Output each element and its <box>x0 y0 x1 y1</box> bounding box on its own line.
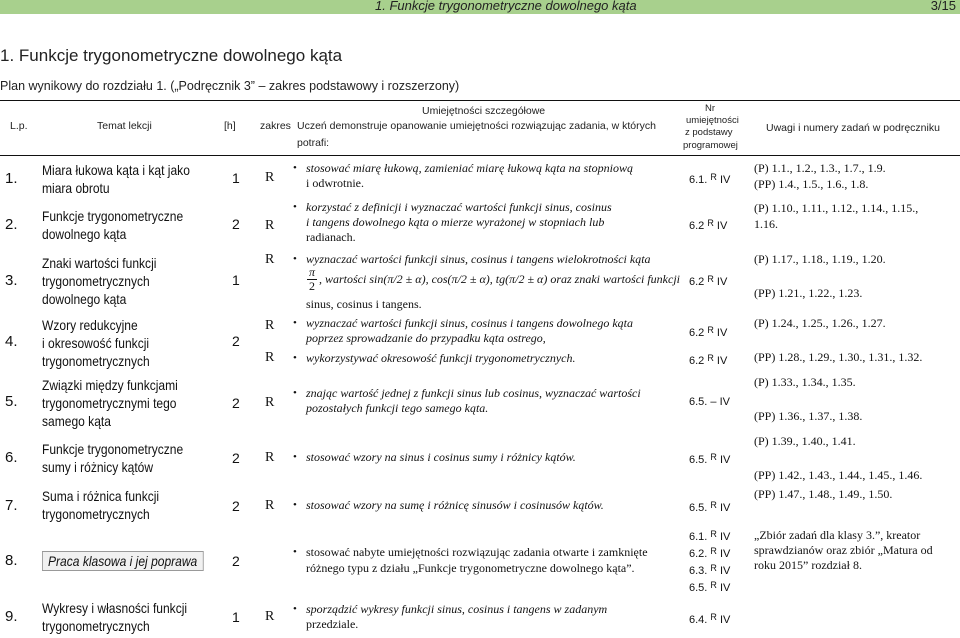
notes-line: (P) 1.33., 1.34., 1.35. <box>754 375 856 389</box>
header-req-sub1: Uczeń demonstruje opanowanie umiejętności rozwiązując zadania, w których <box>297 120 656 132</box>
row-scope: R <box>265 318 275 333</box>
notes-line: roku 2015” rozdział 8. <box>754 558 862 572</box>
row-hours: 2 <box>232 395 240 411</box>
skill-number: 6.5. $^R$ IV <box>689 580 731 594</box>
row-scope: R <box>265 450 275 465</box>
header-topic: Temat lekcji <box>97 120 152 132</box>
skill-number: 6.5. – IV <box>689 396 731 408</box>
row-topic-line: trygonometrycznych <box>42 618 150 634</box>
row-topic-line: samego kąta <box>42 413 111 429</box>
row-scope: R <box>265 498 275 513</box>
header-nr-4: programowej <box>683 140 738 151</box>
notes-line: (PP) 1.4., 1.5., 1.6., 1.8. <box>754 177 869 191</box>
row-scope: R <box>265 395 275 410</box>
row-hours: 1 <box>232 272 240 288</box>
row-number: 6. <box>5 449 18 466</box>
row-number: 7. <box>5 497 18 514</box>
row-hours: 2 <box>232 553 240 569</box>
row-topic-line: Funkcje trygonometryczne <box>42 441 184 457</box>
row-number: 1. <box>5 170 18 187</box>
row-scope: R <box>265 350 275 365</box>
skill-number: 6.1. $^R$ IV <box>689 172 731 186</box>
notes-line: (P) 1.1., 1.2., 1.3., 1.7., 1.9. <box>754 161 886 175</box>
skill-number: 6.5. $^R$ IV <box>689 500 731 514</box>
page-number: 3/15 <box>930 0 956 13</box>
row-number: 3. <box>5 272 18 289</box>
notes-line: (P) 1.24., 1.25., 1.26., 1.27. <box>754 316 886 330</box>
skill-number: 6.2. $^R$ IV <box>689 546 731 560</box>
header-nr-1: Nr <box>705 103 716 114</box>
row-hours: 1 <box>232 170 240 186</box>
row-topic-line: Funkcje trygonometryczne <box>42 208 184 224</box>
row-topic-line: sumy i różnicy kątów <box>42 459 154 475</box>
header-nr-2: umiejętności <box>686 115 739 126</box>
notes-line: 1.16. <box>754 217 778 231</box>
row-topic-line: i okresowość funkcji <box>42 335 150 351</box>
header-nr-3: z podstawy <box>685 127 733 138</box>
row-scope: R <box>265 218 275 233</box>
row-topic-line: Miara łukowa kąta i kąt jako <box>42 162 190 178</box>
header-hours: [h] <box>224 120 236 132</box>
row-topic-line: Znaki wartości funkcji <box>42 255 157 271</box>
row-topic-line: trygonometrycznych <box>42 353 150 369</box>
row-hours: 2 <box>232 450 240 466</box>
running-title: 1. Funkcje trygonometryczne dowolnego kąta <box>375 0 637 13</box>
table-header-rule <box>0 155 960 156</box>
row-topic-line: Wzory redukcyjne <box>42 317 138 333</box>
row-topic-line: trygonometrycznych <box>42 506 150 522</box>
header-req-title: Umiejętności szczegółowe <box>422 105 546 117</box>
running-header <box>0 0 960 14</box>
row-hours: 2 <box>232 333 240 349</box>
notes-line: (P) 1.10., 1.11., 1.12., 1.14., 1.15., <box>754 201 919 215</box>
row-topic-line: dowolnego kąta <box>42 226 127 242</box>
row-topic-line: trygonometrycznych <box>42 273 150 289</box>
skill-number: 6.3. $^R$ IV <box>689 563 731 577</box>
row-scope: R <box>265 252 275 267</box>
skill-number: 6.1. $^R$ IV <box>689 529 731 543</box>
header-lp: L.p. <box>10 120 28 132</box>
row-number: 2. <box>5 216 18 233</box>
table-top-rule <box>0 100 960 101</box>
skill-number: 6.2 $^R$ IV <box>689 353 728 367</box>
row-topic-line: trygonometrycznymi tego <box>42 395 177 411</box>
row-number: 9. <box>5 608 18 625</box>
plan-line: Plan wynikowy do rozdziału 1. („Podręcznik 3” – zakres podstawowy i rozszerzony) <box>0 79 460 93</box>
row-number: 5. <box>5 393 18 410</box>
row-scope: R <box>265 170 275 185</box>
notes-line: (PP) 1.28., 1.29., 1.30., 1.31., 1.32. <box>754 350 923 364</box>
notes-line: (P) 1.39., 1.40., 1.41. <box>754 434 856 448</box>
notes-line: (PP) 1.36., 1.37., 1.38. <box>754 409 863 423</box>
skill-number: 6.5. $^R$ IV <box>689 452 731 466</box>
notes-line: (PP) 1.47., 1.48., 1.49., 1.50. <box>754 487 893 501</box>
skill-number: 6.2 $^R$ IV <box>689 325 728 339</box>
header-scope: zakres <box>260 120 291 132</box>
row-topic-line: Związki między funkcjami <box>42 377 178 393</box>
skill-number: 6.2 $^R$ IV <box>689 274 728 288</box>
notes-line: (P) 1.17., 1.18., 1.19., 1.20. <box>754 252 886 266</box>
row-topic-line: Wykresy i własności funkcji <box>42 600 188 616</box>
row-number: 4. <box>5 333 18 350</box>
row-hours: 1 <box>232 609 240 625</box>
skill-number: 6.2 $^R$ IV <box>689 218 728 232</box>
header-req-sub2: potrafi: <box>297 137 330 149</box>
row-hours: 2 <box>232 216 240 232</box>
row-topic-line: dowolnego kąta <box>42 291 127 307</box>
skill-number: 6.4. $^R$ IV <box>689 612 731 626</box>
notes-line: sprawdzianów oraz zbiór „Matura od <box>754 543 933 557</box>
notes-line: „Zbiór zadań dla klasy 3.”, kreator <box>754 528 921 542</box>
row-scope: R <box>265 609 275 624</box>
pi-over-2: π 2 <box>308 265 315 293</box>
row-topic-line: Suma i różnica funkcji <box>42 488 160 504</box>
notes-line: (PP) 1.21., 1.22., 1.23. <box>754 286 863 300</box>
header-notes: Uwagi i numery zadań w podręczniku <box>766 122 940 134</box>
row-number: 8. <box>5 552 18 569</box>
document-title: 1. Funkcje trygonometryczne dowolnego kąta <box>0 46 343 65</box>
notes-line: (PP) 1.42., 1.43., 1.44., 1.45., 1.46. <box>754 468 923 482</box>
row-hours: 2 <box>232 498 240 514</box>
row-topic-line: miara obrotu <box>42 180 110 196</box>
row-topic-line: Praca klasowa i jej poprawa <box>42 551 203 571</box>
